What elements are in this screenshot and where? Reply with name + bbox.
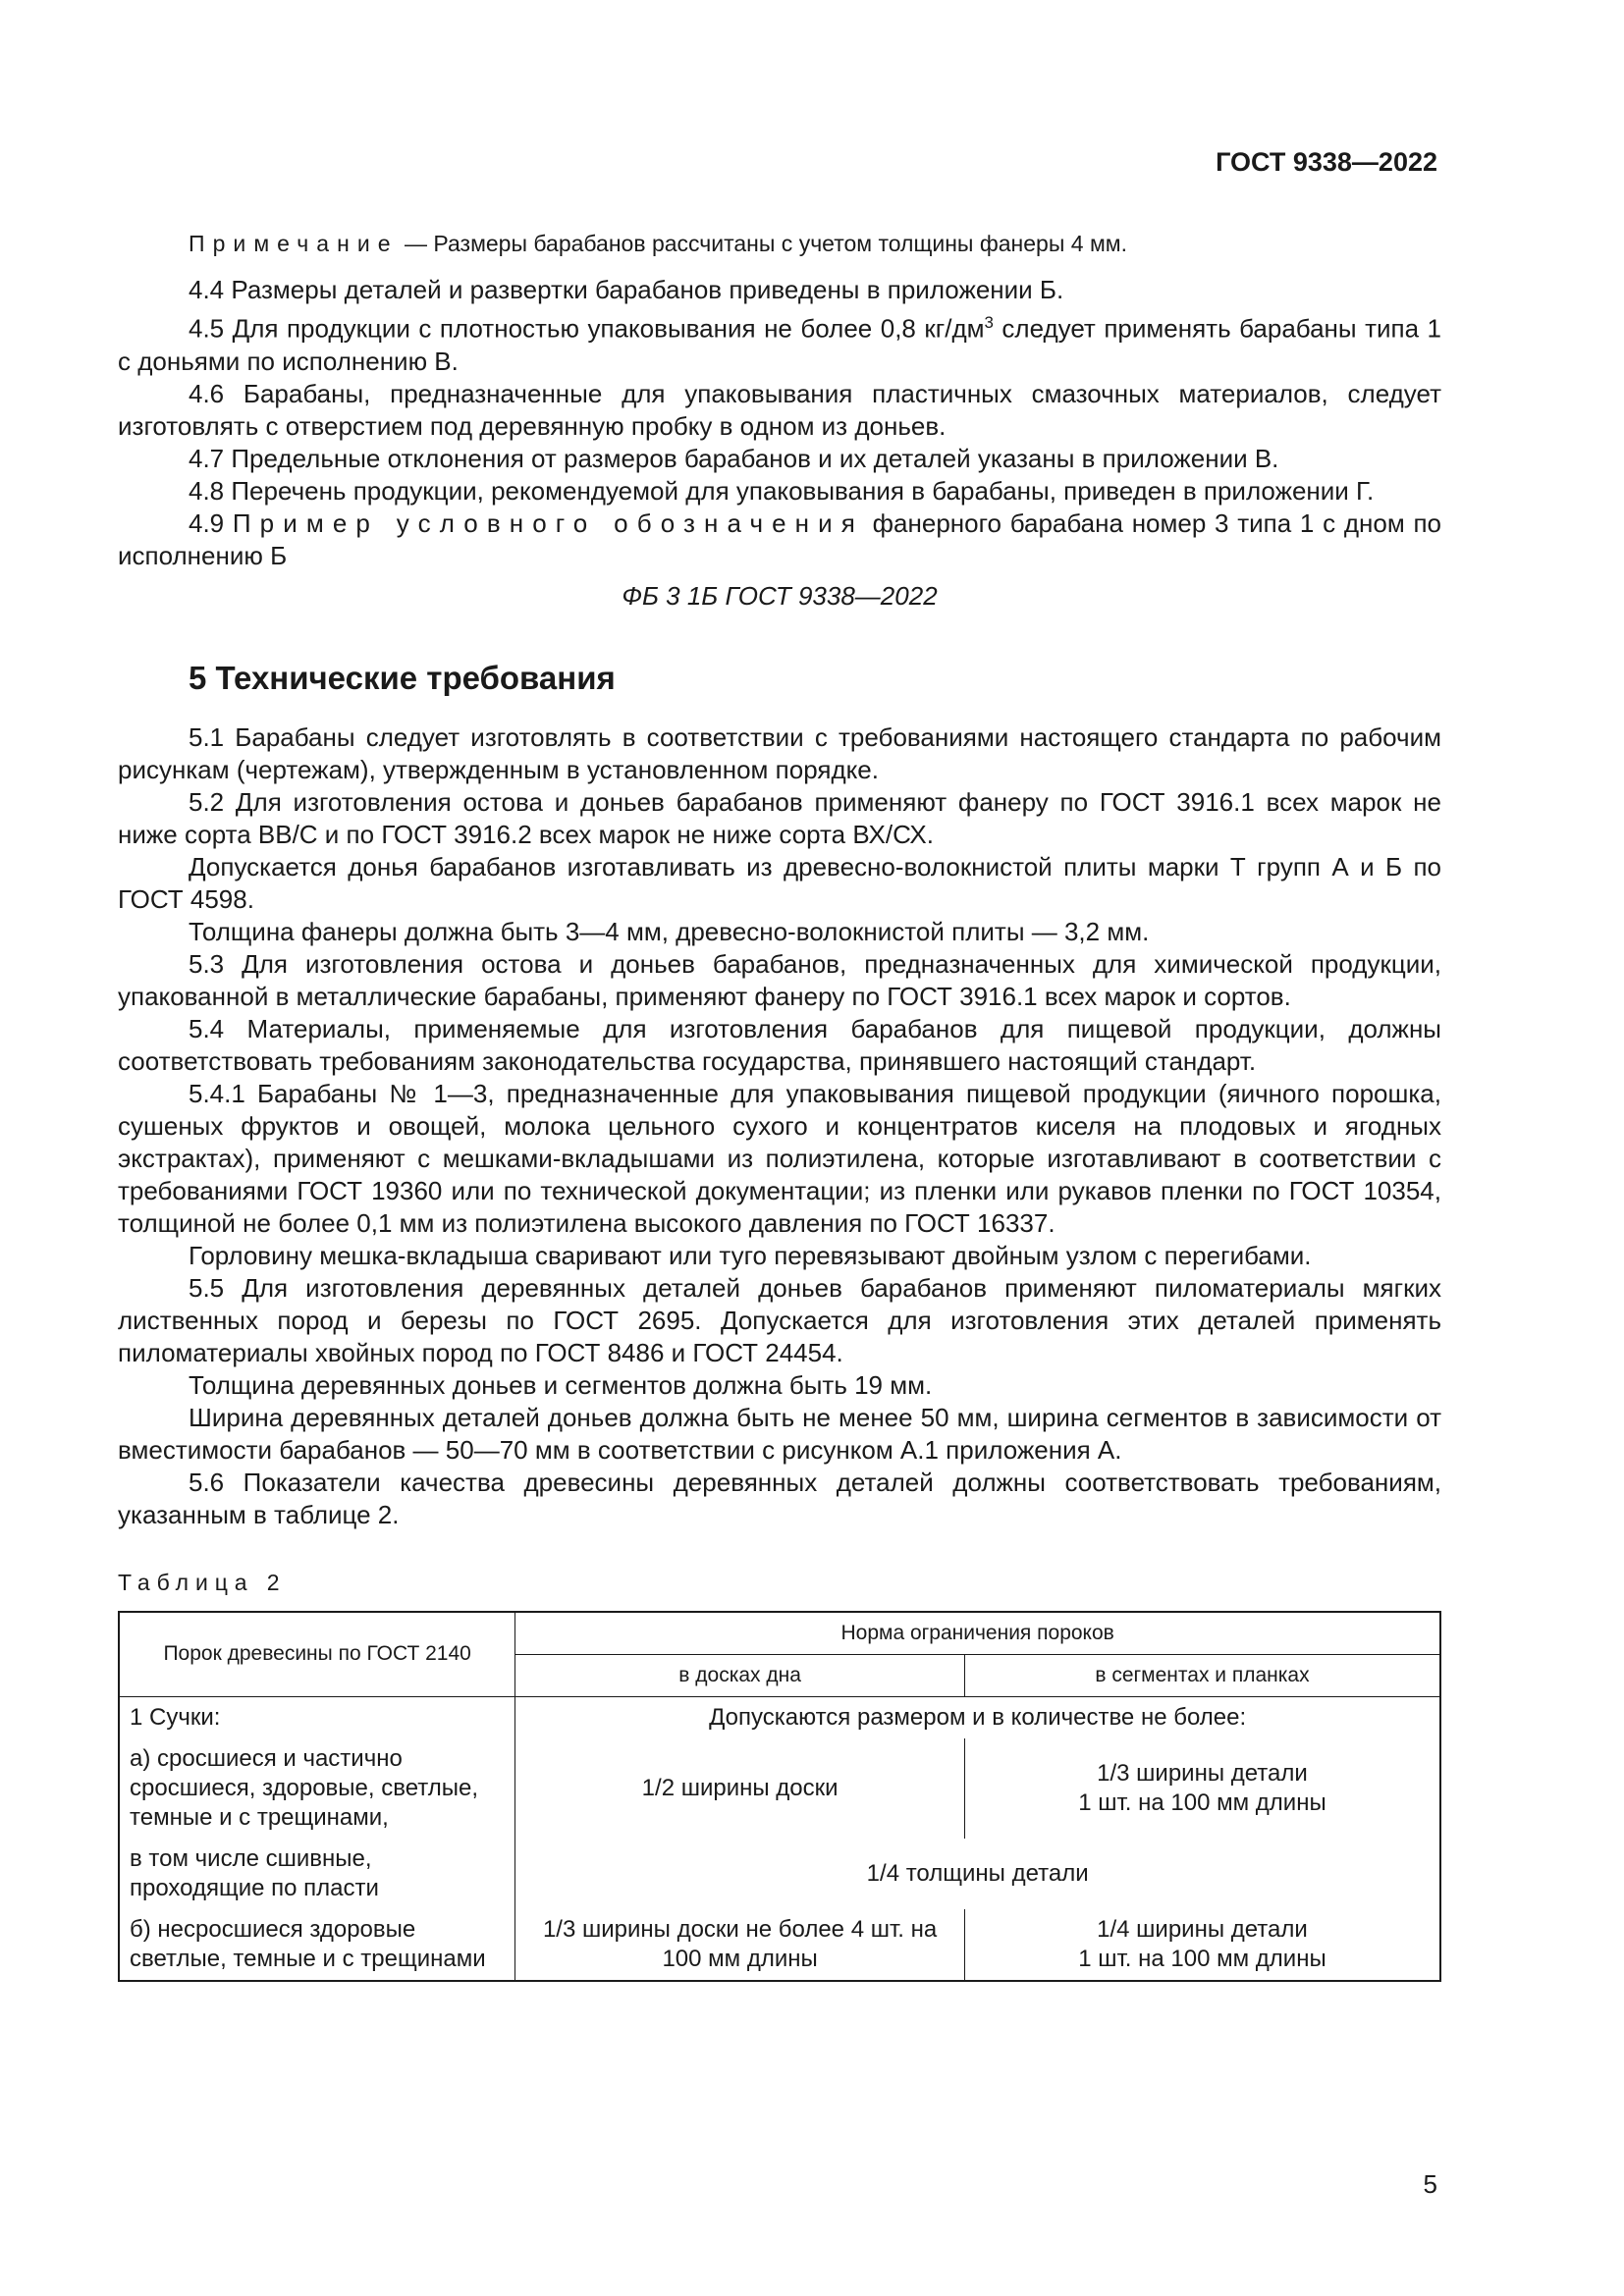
cell-line: 1 шт. на 100 мм длины <box>1078 1945 1326 1972</box>
cell-line: 1/3 ширины детали <box>1097 1759 1308 1787</box>
table-caption: Таблица 2 <box>118 1569 287 1595</box>
row-label: в том числе сшивные, проходящие по пласти <box>119 1839 515 1909</box>
paragraph-4-4: 4.4 Размеры деталей и развертки барабанов приведены в приложении Б. <box>189 275 1064 304</box>
paragraph: 5.4.1 Барабаны № 1—3, предназначенные для упаковывания пищевой продукции (яичного порошка, сушеных фруктов и овощей, молока цельного сухого и концентратов киселя на плодовых и ягодных экстрактах), применяют с мешками-вкладышами из полиэтилена, которые изготавливают в соответствии с требованиями ГОСТ 19360 или по технической документации; из пленки или рукавов пленки по ГОСТ 10354, толщиной не более 0,1 мм из полиэтилена высокого давления по ГОСТ 16337. <box>118 1078 1441 1238</box>
paragraph-4-6: 4.6 Барабаны, предназначенные для упаковывания пластичных смазочных материалов, следует изготовлять с отверстием под деревянную пробку в одном из доньев. <box>118 378 1441 441</box>
paragraph: 5.1 Барабаны следует изготовлять в соответствии с требованиями настоящего стандарта по рабочим рисункам (чертежам), утвержденным в установленном порядке. <box>118 721 1441 784</box>
row-label: б) несросшиеся здоровые светлые, темные и с трещинами <box>119 1909 515 1981</box>
page-content <box>118 228 1441 1982</box>
row-span-value: Допускаются размером и в количестве не более: <box>515 1696 1440 1738</box>
row-span-value: 1/4 толщины детали <box>515 1839 1440 1909</box>
paragraph: 5.4 Материалы, применяемые для изготовления барабанов для пищевой продукции, должны соответствовать требованиям законодательства государства, принявшего настоящий стандарт. <box>118 1013 1441 1076</box>
cell-boards: 1/3 ширины доски не более 4 шт. на 100 мм длины <box>515 1909 965 1981</box>
header-segments: в сегментах и планках <box>964 1654 1440 1696</box>
header-boards: в досках дна <box>515 1654 965 1696</box>
section-5-title: 5 Технические требования <box>189 659 616 696</box>
cell-segments <box>964 1909 1440 1981</box>
header-defect: Порок древесины по ГОСТ 2140 <box>119 1612 515 1697</box>
note-text: — Размеры барабанов рассчитаны с учетом толщины фанеры 4 мм. <box>398 231 1127 256</box>
p4-9-text: фанерного барабана номер 3 типа 1 с дном по исполнению Б <box>118 507 1441 570</box>
document-code-header: ГОСТ 9338—2022 <box>1216 147 1437 177</box>
row-label: 1 Сучки: <box>119 1696 515 1738</box>
paragraph-4-8: 4.8 Перечень продукции, рекомендуемой для упаковывания в барабаны, приведен в приложении Г. <box>189 475 1375 506</box>
note-label: Примечание <box>189 231 399 256</box>
table-row <box>119 1738 1440 1839</box>
paragraph: Допускается донья барабанов изготавливать из древесно-волокнистой плиты марки Т групп А и Б по ГОСТ 4598. <box>118 851 1441 914</box>
paragraph: 5.5 Для изготовления деревянных деталей доньев барабанов применяют пиломатериалы мягких лиственных пород и березы по ГОСТ 2695. Допускается для изготовления этих деталей применять пиломатериалы хвойных пород по ГОСТ 8486 и ГОСТ 24454. <box>118 1272 1441 1367</box>
paragraph-4-7: 4.7 Предельные отклонения от размеров барабанов и их деталей указаны в приложении В. <box>189 443 1279 473</box>
paragraph: Толщина фанеры должна быть 3—4 мм, древесно-волокнистой плиты — 3,2 мм. <box>189 916 1150 946</box>
p4-9-number: 4.9 <box>189 507 233 538</box>
p4-5-superscript: 3 <box>984 313 994 332</box>
p4-9-spaced-term: Пример условного обозначения <box>232 507 864 538</box>
p4-5-before: 4.5 Для продукции с плотностью упаковывания не более 0,8 кг/дм <box>189 313 985 344</box>
paragraph: Ширина деревянных деталей доньев должна быть не менее 50 мм, ширина сегментов в зависимости от вместимости барабанов — 50—70 мм в соответствии с рисунком А.1 приложения А. <box>118 1402 1441 1465</box>
table-row <box>119 1909 1440 1981</box>
designation-example: ФБ 3 1Б ГОСТ 9338—2022 <box>622 580 938 611</box>
table-row <box>119 1696 1440 1738</box>
paragraph: 5.3 Для изготовления остова и доньев барабанов, предназначенных для химической продукции, упакованной в металлические барабаны, применяют фанеру по ГОСТ 3916.1 всех марок и сортов. <box>118 948 1441 1011</box>
note-paragraph <box>118 228 1441 260</box>
paragraph: Толщина деревянных доньев и сегментов должна быть 19 мм. <box>189 1369 933 1400</box>
table-row <box>119 1839 1440 1909</box>
paragraph: 5.6 Показатели качества древесины деревянных деталей должны соответствовать требованиям, указанным в таблице 2. <box>118 1467 1441 1529</box>
paragraph-4-9 <box>118 507 1441 572</box>
cell-segments <box>964 1738 1440 1839</box>
paragraph-4-5 <box>118 306 1441 378</box>
row-label: а) сросшиеся и частично сросшиеся, здоровые, светлые, темные и с трещинами, <box>119 1738 515 1839</box>
defects-table <box>118 1611 1441 1982</box>
header-norm-group: Норма ограничения пороков <box>515 1612 1440 1655</box>
table-header-row <box>119 1612 1440 1655</box>
cell-line: 1 шт. на 100 мм длины <box>1078 1789 1326 1816</box>
p4-5-after: следует применять барабаны типа 1 с доньями по исполнению В. <box>118 313 1441 376</box>
page-number: 5 <box>1423 2169 1437 2199</box>
paragraph: 5.2 Для изготовления остова и доньев барабанов применяют фанеру по ГОСТ 3916.1 всех марок не ниже сорта ВВ/С и по ГОСТ 3916.2 всех марок не ниже сорта ВХ/СХ. <box>118 786 1441 849</box>
paragraph: Горловину мешка-вкладыша сваривают или туго перевязывают двойным узлом с перегибами. <box>189 1240 1312 1270</box>
cell-boards: 1/2 ширины доски <box>515 1738 965 1839</box>
cell-line: 1/4 ширины детали <box>1097 1915 1308 1943</box>
